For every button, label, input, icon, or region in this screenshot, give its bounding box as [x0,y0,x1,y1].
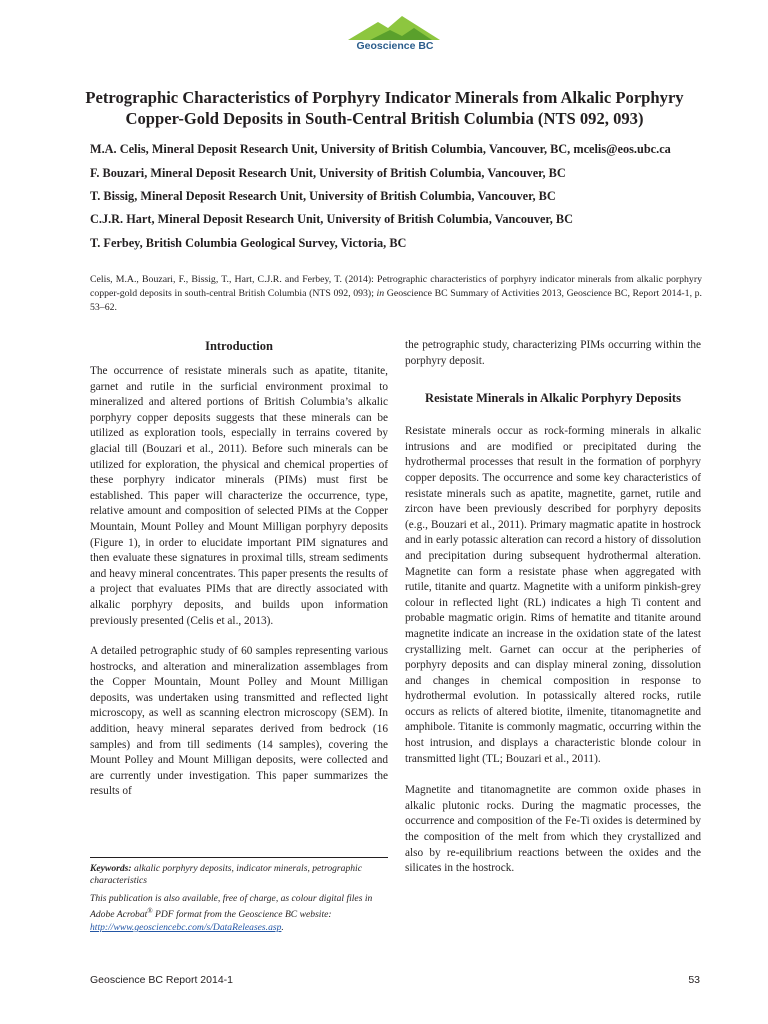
page-number: 53 [688,974,700,986]
author-line: T. Ferbey, British Columbia Geological Survey, Victoria, BC [90,236,407,250]
geoscience-bc-logo [340,10,450,56]
left-column [90,338,388,800]
keywords-divider [90,857,388,858]
section-heading-introduction: Introduction [205,339,273,353]
mountain-logo-icon [340,10,450,44]
intro-paragraph-2: A detailed petrographic study of 60 samples representing various hostrocks, and alteration and mineralization assemblages from the Copper Mountain, Mount Polley and Mount Milligan deposits, was undertaken using transmitted and reflected light microscopy, as well as scanning electron microscopy (SEM). In addition, heavy mineral separates derived from bedrock (16 samples) and from till sediments (14 samples), covering the Mount Polley and Mount Milligan deposits, were collected and are currently under investigation. This paper summarizes the results of [90,645,388,798]
paper-title: Petrographic Characteristics of Porphyry Indicator Minerals from Alkalic Porphyry Copper-Gold Deposits in South-Central British Columbia (NTS 092, 093) [85,88,684,128]
logo-text: Geoscience BC [356,40,434,52]
author-line: C.J.R. Hart, Mineral Deposit Research Unit, University of British Columbia, Vancouver, BC [90,212,573,226]
section-heading-resistate-minerals: Resistate Minerals in Alkalic Porphyry Deposits [425,391,681,406]
keywords: Keywords: alkalic porphyry deposits, indicator minerals, petrographic characteristics [90,863,362,887]
author-line: M.A. Celis, Mineral Deposit Research Unit, University of British Columbia, Vancouver, BC, mcelis@eos.ubc.ca [90,142,671,156]
author-line: T. Bissig, Mineral Deposit Research Unit, University of British Columbia, Vancouver, BC [90,189,556,203]
citation: Celis, M.A., Bouzari, F., Bissig, T., Hart, C.J.R. and Ferbey, T. (2014): Petrographic characteristics of porphyry indicator minerals from alkalic porphyry copper-gold deposits in south-central British Columbia (NTS 092, 093); in Geoscience BC Summary of Activities 2013, Geoscience BC, Report 2014-1, p. 53–62. [90,274,702,314]
resistate-paragraph-2: Magnetite and titanomagnetite are common oxide phases in alkalic plutonic rocks. During the magmatic processes, the occurrence and composition of the Fe-Ti oxides is determined by the composition of the melt from which they crystallized and also by re-equilibrium reactions between the oxides and the silicates in the hostrock. [405,784,701,875]
continuation-paragraph: the petrographic study, characterizing PIMs occurring within the porphyry deposit. [405,339,701,367]
availability-note: This publication is also available, free of charge, as colour digital files in Adobe Acrobat® PDF format from the Geoscience BC website: http://www.geosciencebc.com/s/DataReleases.asp. [90,893,373,933]
intro-paragraph-1: The occurrence of resistate minerals such as apatite, titanite, garnet and rutile in the surficial environment proximal to mineralized and altered portions of British Columbia’s alkalic porphyry copper deposits suggests that these minerals can be utilized as exploration tools, especially in terrains covered by glacial till (Bouzari et al., 2011). Before such minerals can be utilized for exploration, the physical and chemical properties of these porphyry indicator minerals (PIMs) must first be established. This paper will characterize the occurrence, type, relative amount and composition of selected PIMs at the Copper Mountain, Mount Polley and Mount Milligan porphyry deposits (Figure 1), in order to elucidate important PIM signatures and then evaluate these signatures in proximal tills, stream sediments and heavy mineral concentrates. This paper presents the results of a project that evaluates PIMs that are directly associated with alkalic porphyry deposits, and builds upon information previously presented (Celis et al., 2013). [90,365,388,627]
resistate-paragraph-1: Resistate minerals occur as rock-forming minerals in alkalic intrusions and are modified or precipitated during the hydrothermal processes that result in the formation of porphyry copper deposits. The occurrence and some key characteristics of resistate minerals such as apatite, magnetite, garnet, rutile and zircon have been previously described for porphyry deposits (e.g., Bouzari et al., 2011). Primary magmatic apatite in hostrock and in early potassic alteration can record a history of dissolution and precipitation during subsequent hydrothermal alteration. Magnetite can form a resistate phase when aggregated with rutile, titanite and quartz. Magnetite with a uniform pinkish-grey colour in reflected light (RL) indicates a high Ti content and probable magmatic origin. Rims of hematite and titanite around magnetite indicate an increase in the oxidation state of the latest crystallizing melt. Garnet can occur at the peripheries of porphyry deposits and can display mineral zoning, dissolution and changes in chemical composition in response to hydrothermal evolution. In potassically altered rocks, rutile occurs as relicts of altered biotite, ilmenite, titanomagnetite and amphibole. Titanite is commonly magmatic, occurring within the host intrusion, and displays a characteristic blonde colour in transmitted light (TL; Bouzari et al., 2011). [405,425,701,765]
website-link[interactable]: http://www.geosciencebc.com/s/DataReleases.asp [90,922,282,933]
author-line: F. Bouzari, Mineral Deposit Research Unit, University of British Columbia, Vancouver, BC [90,166,566,180]
footer-report: Geoscience BC Report 2014-1 [90,974,233,986]
right-column [405,338,701,877]
